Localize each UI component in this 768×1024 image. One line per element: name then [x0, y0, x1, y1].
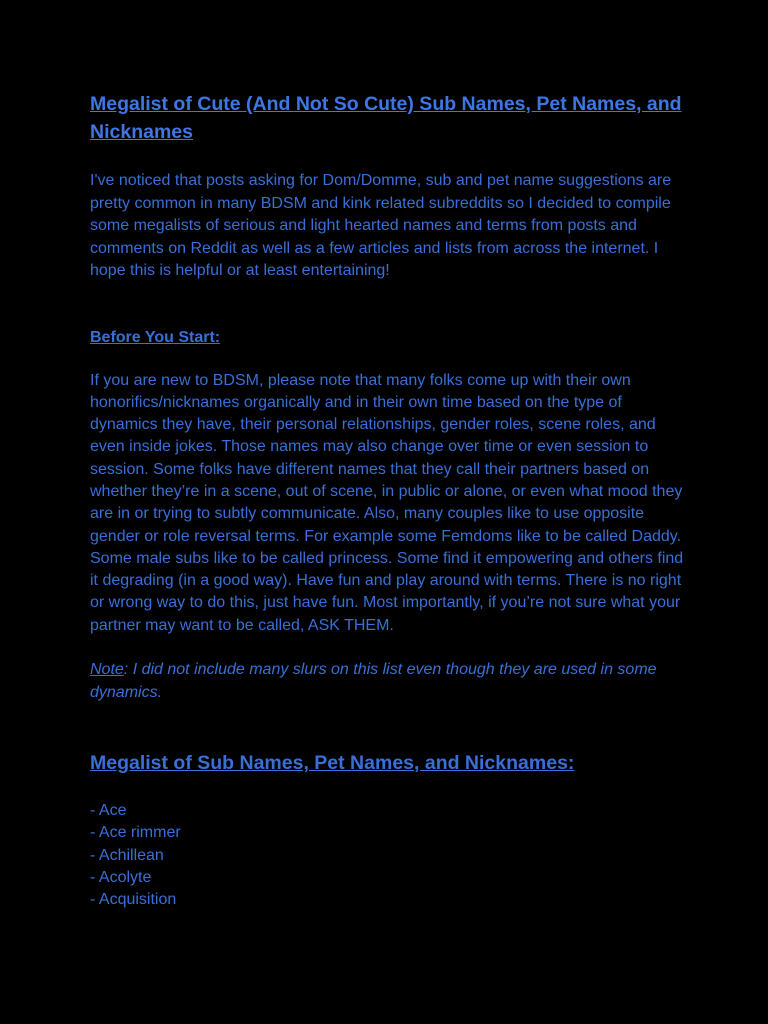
intro-paragraph: I've noticed that posts asking for Dom/Domme, sub and pet name suggestions are pretty common in many BDSM and kink related subreddits so I decided to compile some megalists of serious and light hearted names and terms from posts and comments on Reddit as well as a few articles and lists from across the internet. I hope this is helpful or at least entertaining!: [90, 172, 672, 279]
before-you-start-paragraph: If you are new to BDSM, please note that many folks come up with their own honorifics/nicknames organically and in their own time based on the type of dynamics they have, their personal relationships, gender roles, scene roles, and even inside jokes. Those names may also change over time or even session to session. Some folks have different names that they call their partners based on whether they’re in a scene, out of scene, in public or alone, or even what mood they are in or trying to subtly communicate. Also, many couples like to use opposite gender or role reversal terms. For example some Femdoms like to be called Daddy. Some male subs like to be called princess. Some find it empowering and others find it degrading (in a good way). Have fun and play around with terms. There is no right or wrong way to do this, just have fun. Most importantly, if you’re not sure what your partner may want to be called, ASK THEM.: [90, 371, 684, 634]
list-item: - Acolyte: [90, 867, 686, 889]
before-you-start-heading: Before You Start:: [90, 328, 221, 346]
megalist-heading: Megalist of Sub Names, Pet Names, and Nicknames:: [90, 752, 575, 775]
list-item: - Ace: [90, 800, 686, 822]
document-title: Megalist of Cute (And Not So Cute) Sub Names, Pet Names, and Nicknames: [90, 93, 682, 143]
note-paragraph: [90, 659, 686, 704]
name-list: [90, 800, 686, 911]
note-text: : I did not include many slurs on this list even though they are used in some dynamics.: [90, 661, 657, 701]
list-item: - Acquisition: [90, 889, 686, 911]
note-label: Note: [90, 661, 124, 679]
document-page: [90, 90, 686, 912]
list-item: - Achillean: [90, 845, 686, 867]
list-item: - Ace rimmer: [90, 822, 686, 844]
